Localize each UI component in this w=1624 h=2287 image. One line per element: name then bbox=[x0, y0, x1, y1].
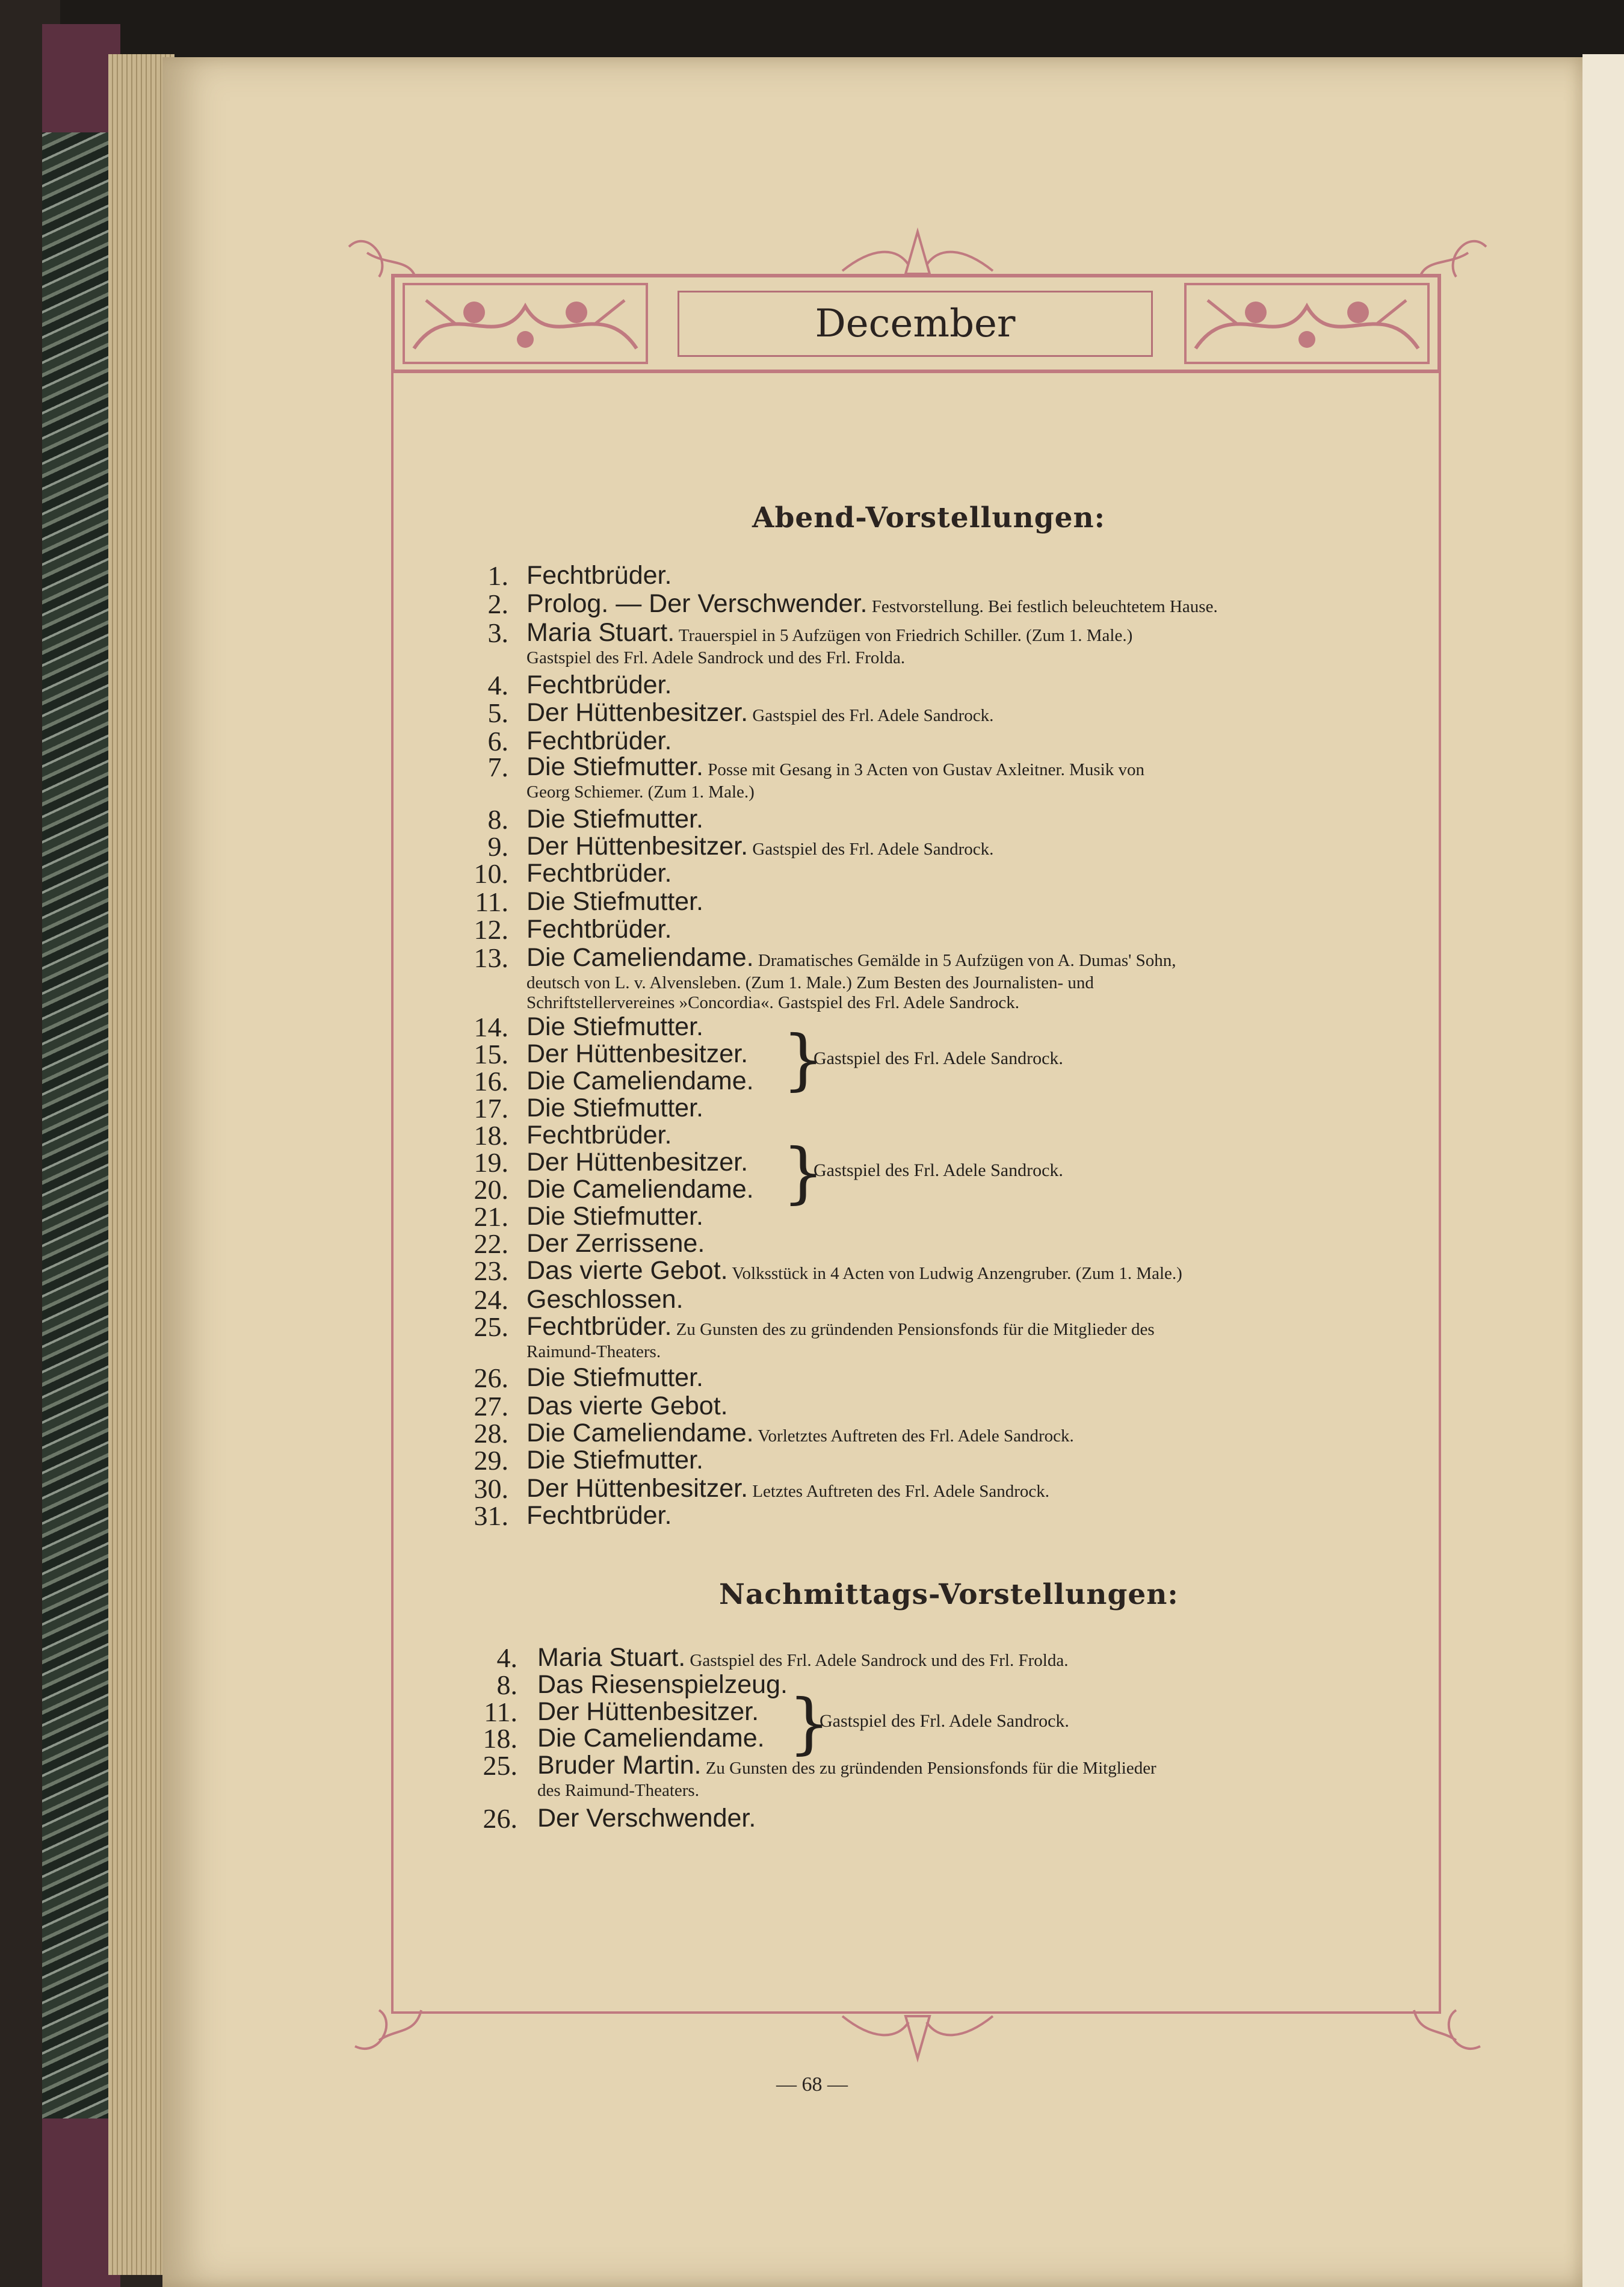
entry-note-continued: Georg Schiemer. (Zum 1. Male.) bbox=[526, 782, 755, 802]
entry-number: 23. bbox=[474, 1255, 508, 1286]
page-number: — 68 — bbox=[776, 2073, 848, 2096]
entry-number: 28. bbox=[474, 1418, 508, 1449]
brace-note-15-16: Gastspiel des Frl. Adele Sandrock. bbox=[814, 1048, 1063, 1068]
entry-title: Die Cameliendame. bbox=[526, 1066, 754, 1095]
entry-number: 18. bbox=[483, 1723, 517, 1754]
entry-number: 15. bbox=[474, 1039, 508, 1069]
entry-title: Die Stiefmutter. bbox=[526, 1012, 703, 1041]
entry-number: 25. bbox=[483, 1750, 517, 1781]
brace-note-19-20: Gastspiel des Frl. Adele Sandrock. bbox=[814, 1160, 1063, 1180]
entry-title: Maria Stuart. Trauerspiel in 5 Aufzügen von Friedrich Schiller. (Zum 1. Male.) bbox=[526, 618, 1133, 647]
entry-title: Prolog. — Der Verschwender. Festvorstellung. Bei festlich beleuchtetem Hause. bbox=[526, 589, 1218, 618]
afternoon-section-title: Nachmittags-Vorstellungen: bbox=[719, 1578, 1179, 1611]
entry-title: Geschlossen. bbox=[526, 1285, 684, 1314]
entry-note: Festvorstellung. Bei festlich beleuchtetem Hause. bbox=[867, 597, 1218, 616]
brace-11-18: } bbox=[788, 1685, 830, 1762]
entry-number: 27. bbox=[474, 1391, 508, 1422]
entry-number: 8. bbox=[496, 1670, 517, 1700]
entry-note-continued: Raimund-Theaters. bbox=[526, 1342, 661, 1361]
entry-note: Gastspiel des Frl. Adele Sandrock und des Frl. Frolda. bbox=[685, 1651, 1069, 1670]
entry-number: 6. bbox=[487, 726, 508, 757]
brace-15-16: } bbox=[782, 1021, 824, 1098]
entry-title: Fechtbrüder. bbox=[526, 859, 672, 888]
entry-note: Trauerspiel in 5 Aufzügen von Friedrich Schiller. (Zum 1. Male.) bbox=[675, 626, 1133, 645]
entry-title: Die Cameliendame. Dramatisches Gemälde in 5 Aufzügen von A. Dumas' Sohn, bbox=[526, 943, 1176, 972]
entry-number: 16. bbox=[474, 1066, 508, 1097]
entry-number: 5. bbox=[487, 698, 508, 728]
entry-title: Fechtbrüder. bbox=[526, 915, 672, 944]
entry-title: Fechtbrüder. bbox=[526, 670, 672, 699]
entry-number: 19. bbox=[474, 1147, 508, 1178]
entry-title: Das vierte Gebot. Volksstück in 4 Acten von Ludwig Anzengruber. (Zum 1. Male.) bbox=[526, 1256, 1182, 1285]
entry-title: Der Hüttenbesitzer. bbox=[526, 1039, 749, 1068]
entry-title: Fechtbrüder. bbox=[526, 1501, 672, 1530]
entry-number: 20. bbox=[474, 1174, 508, 1205]
entry-number: 26. bbox=[483, 1803, 517, 1834]
entry-title: Die Stiefmutter. bbox=[526, 1363, 703, 1392]
entry-number: 21. bbox=[474, 1201, 508, 1232]
entry-title: Fechtbrüder. bbox=[526, 561, 672, 590]
entry-number: 24. bbox=[474, 1284, 508, 1315]
page-title: December bbox=[815, 302, 1016, 346]
entry-number: 18. bbox=[474, 1120, 508, 1151]
entry-note-continued: des Raimund-Theaters. bbox=[537, 1781, 699, 1800]
brace-19-20: } bbox=[782, 1134, 824, 1211]
entry-title: Fechtbrüder. bbox=[526, 726, 672, 755]
entry-number: 31. bbox=[474, 1500, 508, 1531]
entry-title: Bruder Martin. Zu Gunsten des zu gründenden Pensionsfonds für die Mitglieder bbox=[537, 1751, 1156, 1780]
entry-note: Zu Gunsten des zu gründenden Pensionsfonds für die Mitglieder des bbox=[672, 1320, 1155, 1339]
entry-number: 7. bbox=[487, 752, 508, 782]
brace-note-11-18: Gastspiel des Frl. Adele Sandrock. bbox=[820, 1711, 1069, 1731]
entry-note: Gastspiel des Frl. Adele Sandrock. bbox=[748, 706, 994, 725]
entry-number: 11. bbox=[475, 887, 508, 917]
entry-number: 30. bbox=[474, 1473, 508, 1504]
entry-number: 11. bbox=[484, 1697, 517, 1727]
entry-title: Die Stiefmutter. bbox=[526, 1094, 703, 1122]
entry-number: 4. bbox=[487, 670, 508, 701]
entry-title: Die Stiefmutter. bbox=[526, 887, 703, 916]
month-header bbox=[391, 274, 1441, 373]
entry-title: Der Zerrissene. bbox=[526, 1229, 705, 1258]
entry-title: Die Stiefmutter. bbox=[526, 1202, 703, 1231]
entry-title: Der Hüttenbesitzer. Letztes Auftreten des Frl. Adele Sandrock. bbox=[526, 1474, 1049, 1503]
entry-title: Der Hüttenbesitzer. bbox=[537, 1697, 759, 1726]
book-cover-top bbox=[60, 0, 1624, 66]
entry-number: 12. bbox=[474, 914, 508, 945]
entry-note: Dramatisches Gemälde in 5 Aufzügen von A. Dumas' Sohn, bbox=[753, 951, 1176, 970]
entry-title: Das vierte Gebot. bbox=[526, 1391, 728, 1420]
entry-number: 26. bbox=[474, 1363, 508, 1393]
entry-number: 22. bbox=[474, 1228, 508, 1259]
entry-title: Die Cameliendame. Vorletztes Auftreten des Frl. Adele Sandrock. bbox=[526, 1419, 1074, 1447]
entry-number: 2. bbox=[487, 589, 508, 619]
entry-title: Die Cameliendame. bbox=[526, 1175, 754, 1204]
entry-number: 13. bbox=[474, 942, 508, 973]
evening-section-title: Abend-Vorstellungen: bbox=[752, 501, 1106, 534]
entry-title: Der Hüttenbesitzer. bbox=[526, 1148, 749, 1177]
entry-note-continued: Gastspiel des Frl. Adele Sandrock und des Frl. Frolda. bbox=[526, 648, 906, 667]
entry-title: Der Hüttenbesitzer. Gastspiel des Frl. Adele Sandrock. bbox=[526, 698, 994, 727]
entry-title: Die Stiefmutter. bbox=[526, 805, 703, 834]
entry-note-continued: deutsch von L. v. Alvensleben. (Zum 1. Male.) Zum Besten des Journalisten- und bbox=[526, 973, 1094, 992]
entry-title: Das Riesenspielzeug. bbox=[537, 1670, 788, 1699]
entry-number: 17. bbox=[474, 1093, 508, 1124]
entry-title: Maria Stuart. Gastspiel des Frl. Adele Sandrock und des Frl. Frolda. bbox=[537, 1643, 1069, 1672]
right-floral-ornament bbox=[1184, 282, 1430, 365]
entry-note: Gastspiel des Frl. Adele Sandrock. bbox=[748, 840, 994, 859]
entry-note: Volksstück in 4 Acten von Ludwig Anzengruber. (Zum 1. Male.) bbox=[727, 1264, 1182, 1283]
entry-number: 1. bbox=[487, 560, 508, 591]
entry-number: 14. bbox=[474, 1012, 508, 1042]
entry-number: 8. bbox=[487, 804, 508, 835]
entry-title: Der Verschwender. bbox=[537, 1804, 756, 1833]
entry-note: Letztes Auftreten des Frl. Adele Sandrock. bbox=[748, 1482, 1049, 1501]
entry-number: 29. bbox=[474, 1445, 508, 1476]
entry-number: 9. bbox=[487, 831, 508, 862]
entry-number: 10. bbox=[474, 858, 508, 889]
entry-title: Die Stiefmutter. bbox=[526, 1446, 703, 1475]
entry-title: Der Hüttenbesitzer. Gastspiel des Frl. Adele Sandrock. bbox=[526, 832, 994, 861]
entry-number: 4. bbox=[496, 1642, 517, 1673]
entry-title: Fechtbrüder. bbox=[526, 1121, 672, 1150]
entry-title: Die Cameliendame. bbox=[537, 1724, 765, 1753]
title-box bbox=[678, 291, 1153, 357]
entry-title: Die Stiefmutter. Posse mit Gesang in 3 Acten von Gustav Axleitner. Musik von bbox=[526, 752, 1144, 781]
entry-note: Zu Gunsten des zu gründenden Pensionsfonds für die Mitglieder bbox=[701, 1759, 1156, 1778]
entry-title: Fechtbrüder. Zu Gunsten des zu gründenden Pensionsfonds für die Mitglieder des bbox=[526, 1312, 1155, 1341]
entry-note: Posse mit Gesang in 3 Acten von Gustav Axleitner. Musik von bbox=[703, 760, 1144, 779]
entry-number: 3. bbox=[487, 617, 508, 648]
entry-note: Vorletztes Auftreten des Frl. Adele Sandrock. bbox=[753, 1426, 1074, 1446]
entry-number: 25. bbox=[474, 1311, 508, 1342]
left-floral-ornament bbox=[402, 282, 649, 365]
facing-page-edge bbox=[1582, 54, 1624, 2287]
entry-note-continued: Schriftstellervereines »Concordia«. Gastspiel des Frl. Adele Sandrock. bbox=[526, 993, 1020, 1012]
